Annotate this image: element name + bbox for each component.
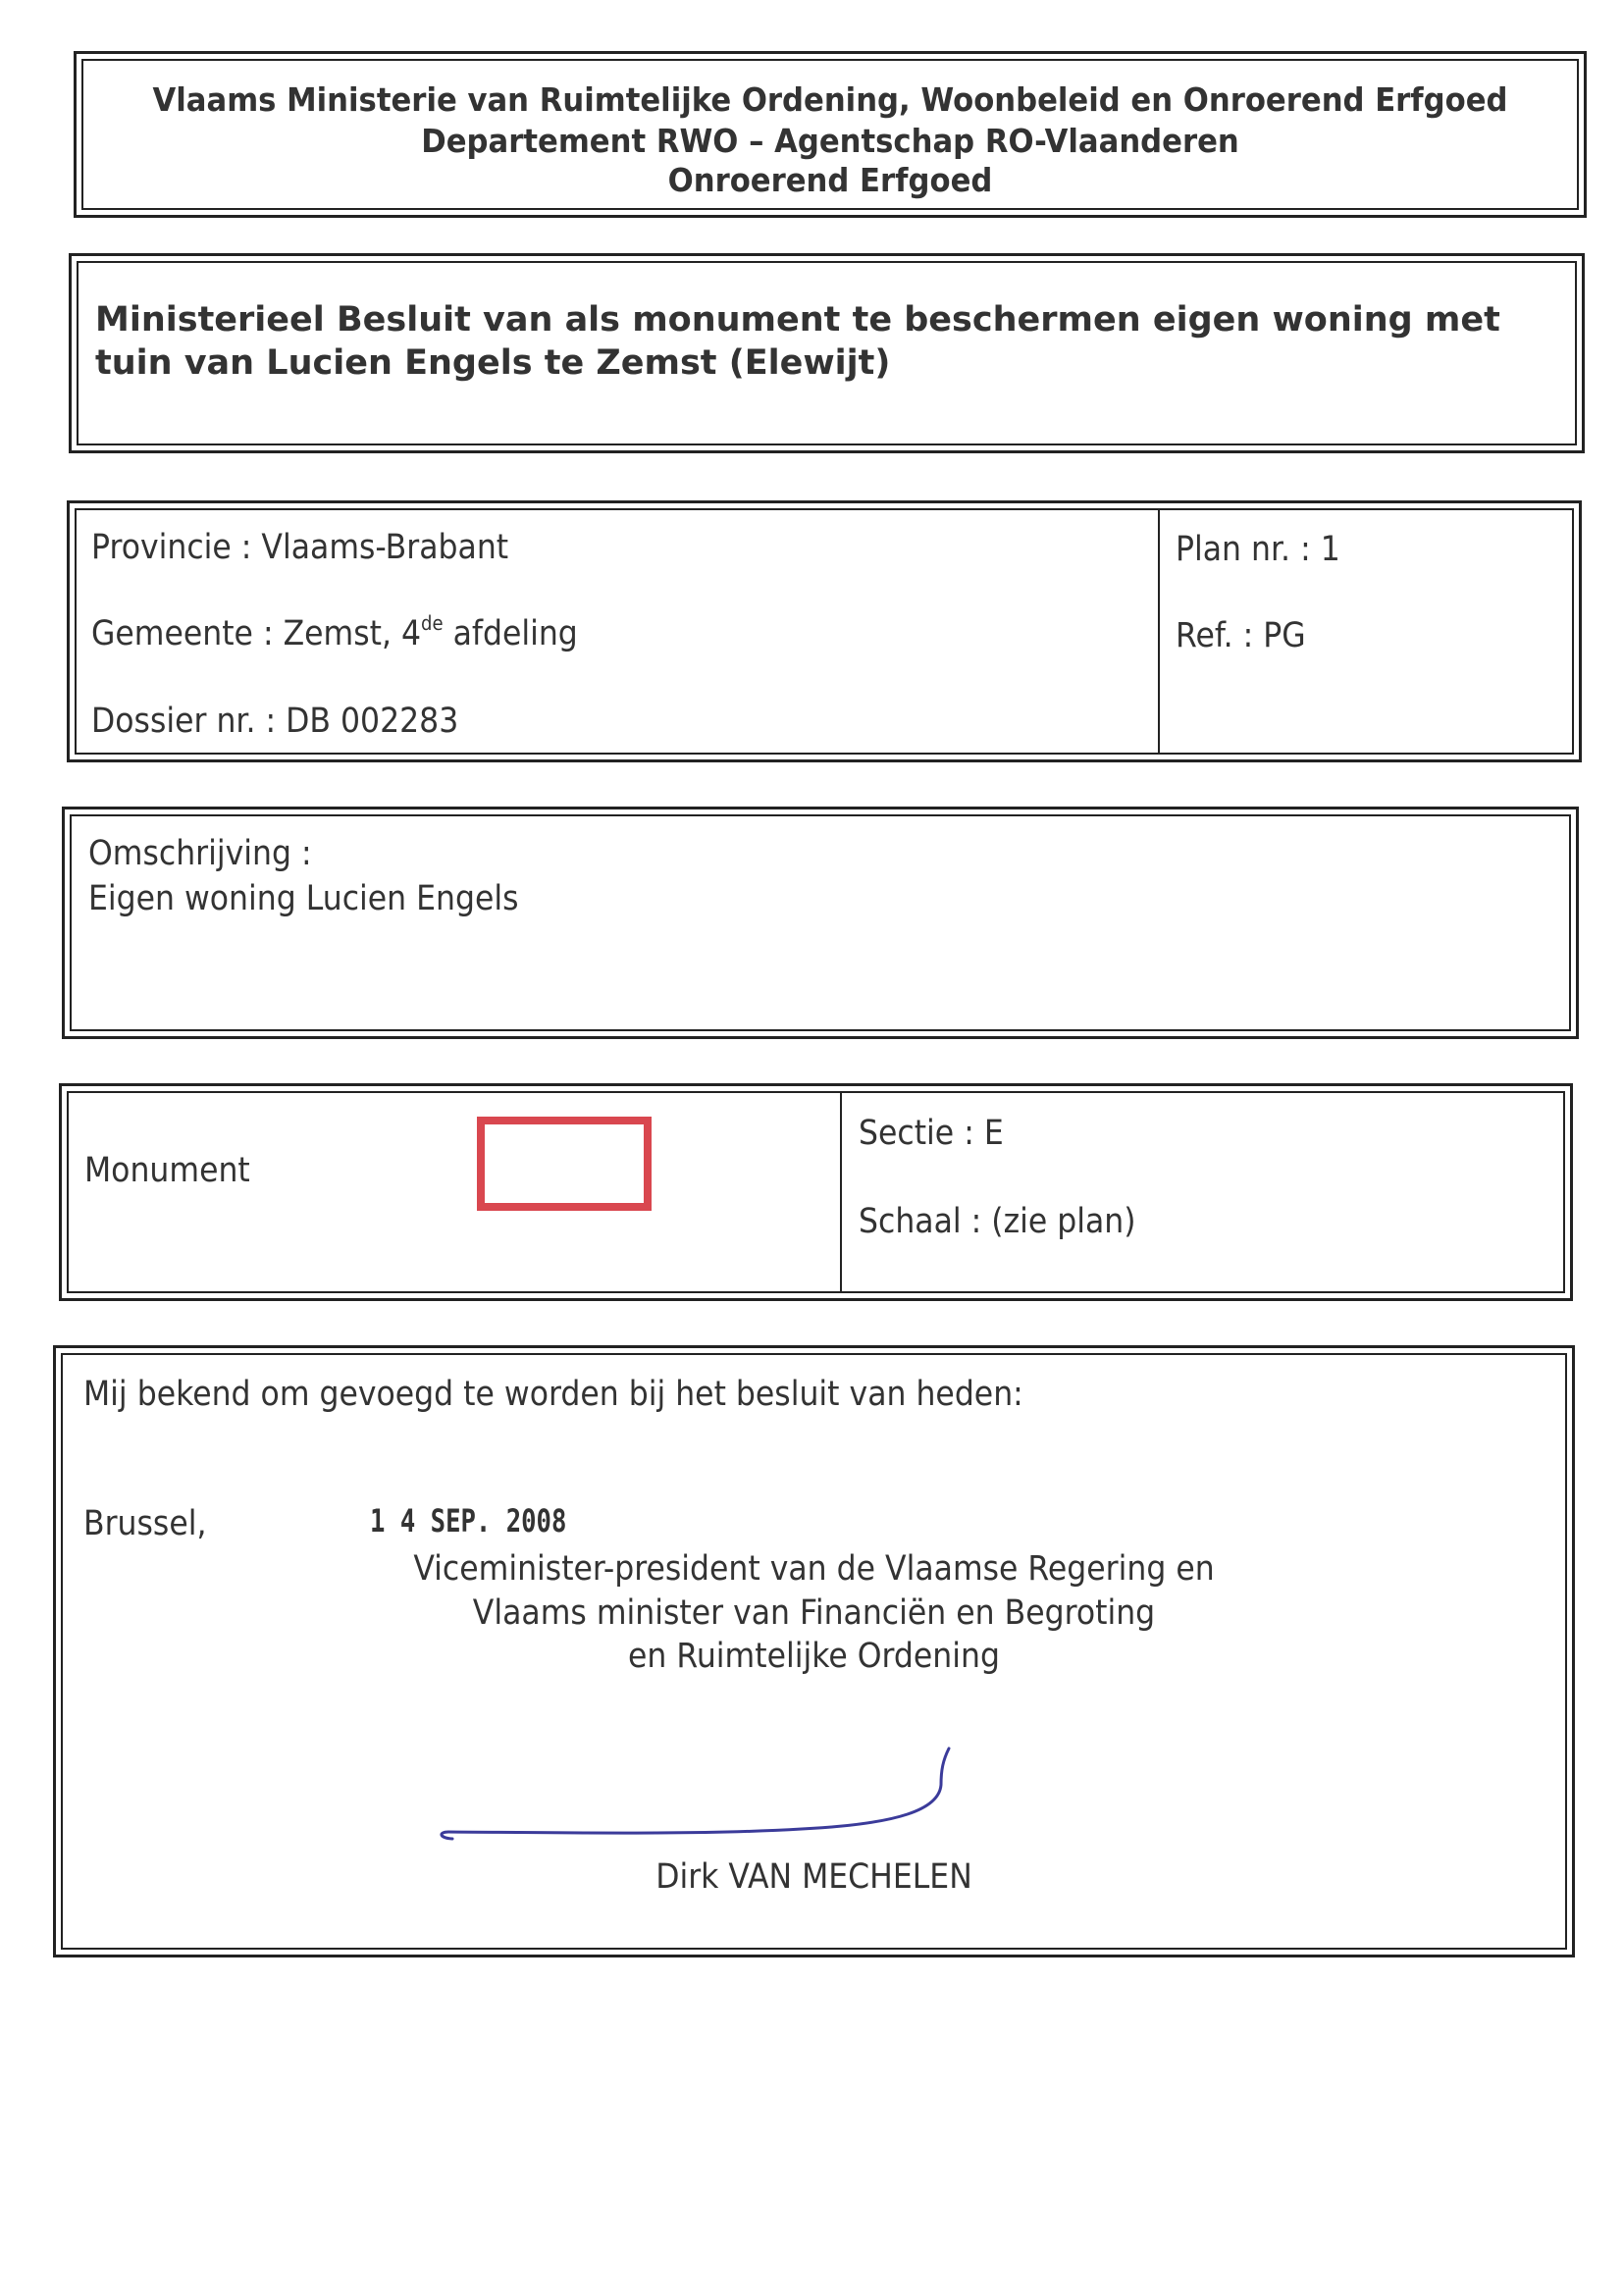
gemeente	[91, 611, 578, 653]
column-divider	[1158, 509, 1160, 754]
legend-box	[59, 1083, 1573, 1301]
column-divider	[840, 1092, 842, 1292]
dossier-number: Dossier nr. : DB 002283	[91, 702, 459, 741]
approval-statement: Mij bekend om gevoegd te worden bij het besluit van heden:	[83, 1375, 1023, 1414]
schaal: Schaal : (zie plan)	[859, 1202, 1136, 1241]
signatory-name: Dirk VAN MECHELEN	[655, 1857, 972, 1897]
decree-title-line2: tuin van Lucien Engels te Zemst (Elewijt)	[95, 343, 891, 383]
decree-title-line1: Ministerieel Besluit van als monument te beschermen eigen woning met	[95, 300, 1500, 339]
plan-number: Plan nr. : 1	[1176, 530, 1340, 569]
title-box	[69, 253, 1585, 453]
role-line1: Viceminister-president van de Vlaamse Regering en	[413, 1549, 1215, 1589]
description-label: Omschrijving :	[88, 834, 312, 873]
description-value: Eigen woning Lucien Engels	[88, 879, 519, 918]
provincie: Provincie : Vlaams-Brabant	[91, 528, 509, 567]
sectie: Sectie : E	[859, 1114, 1004, 1153]
reference: Ref. : PG	[1176, 616, 1306, 655]
gemeente-text: Gemeente : Zemst, 4	[91, 614, 422, 653]
date-stamp: 1 4 SEP. 2008	[370, 1502, 567, 1539]
agency-name: Onroerend Erfgoed	[667, 161, 993, 199]
place: Brussel,	[83, 1504, 207, 1543]
location-box	[67, 500, 1582, 762]
monument-swatch	[477, 1117, 652, 1211]
legend-label-monument: Monument	[84, 1151, 250, 1190]
role-line2: Vlaams minister van Financiën en Begroting	[472, 1593, 1156, 1633]
approval-box	[53, 1345, 1575, 1957]
ministry-name: Vlaams Ministerie van Ruimtelijke Ordening, Woonbeleid en Onroerend Erfgoed	[152, 80, 1508, 119]
signature	[429, 1741, 978, 1858]
description-box	[62, 807, 1579, 1039]
gemeente-sup: de	[421, 611, 444, 635]
department-name: Departement RWO – Agentschap RO-Vlaanderen	[421, 122, 1239, 160]
header-box	[74, 51, 1587, 218]
gemeente-suffix: afdeling	[443, 614, 578, 653]
role-line3: en Ruimtelijke Ordening	[628, 1637, 1000, 1676]
